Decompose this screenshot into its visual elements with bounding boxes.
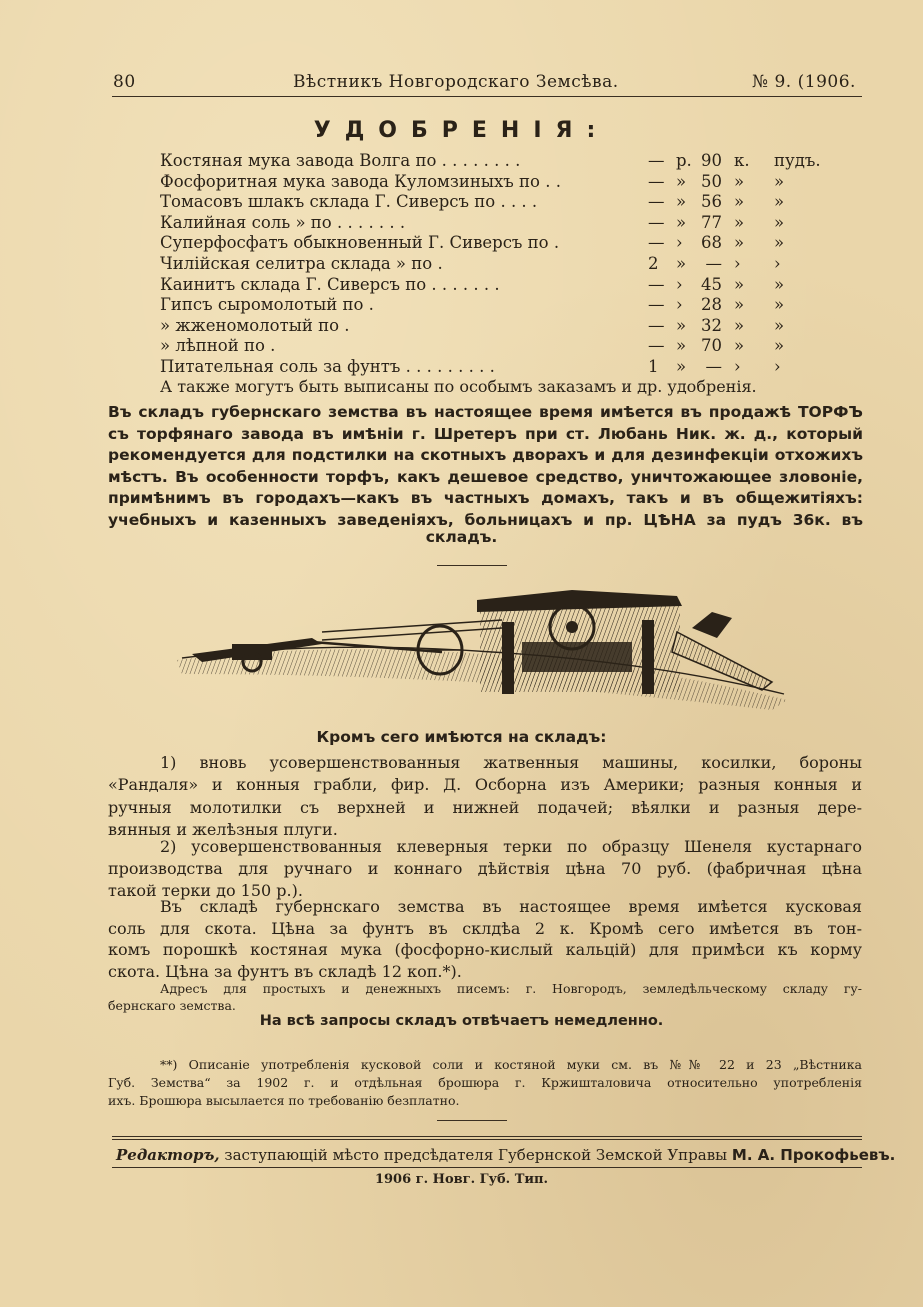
fertilizer-unit-c: » <box>774 171 785 191</box>
fertilizer-name: Калийная соль » по . . . . . . . <box>160 212 406 232</box>
fertilizer-unit-c: » <box>774 233 785 253</box>
peat-notice-line: рекомендуется для подстилки на скотныхъ дворахъ и для дезинфекціи отхожихъ <box>108 446 863 464</box>
fertilizer-unit-b: › <box>734 357 741 376</box>
peat-notice-line: мѣстъ. Въ особенности торфъ, какъ дешевое средство, уничтожающее зловоніе, <box>108 467 863 486</box>
fertilizer-price: 50 <box>701 171 722 191</box>
peat-notice-line: учебныхъ и казенныхъ заведеніяхъ, больницахъ и пр. ЦѢНА за пудъ 36к. въ <box>108 510 863 529</box>
fertilizer-dash: 1 <box>648 357 659 376</box>
header-rule <box>112 96 862 97</box>
fertilizer-price: 90 <box>701 151 722 170</box>
colophon-editor <box>116 1146 895 1164</box>
fertilizer-unit-b: » <box>734 171 745 191</box>
paragraph-line: Въ складѣ губернскаго земства въ настоящее время имѣется кусковая <box>160 897 862 916</box>
reply-note: На всѣ запросы складъ отвѣчаетъ немедленно. <box>259 1013 664 1029</box>
fertilizer-unit-c: » <box>774 336 785 356</box>
fertilizer-unit-b: » <box>734 336 745 356</box>
fertilizer-unit-c: » <box>774 295 785 315</box>
fertilizer-unit-c: » <box>774 315 785 335</box>
fertilizer-unit-a: » <box>676 212 687 232</box>
fertilizer-name: Фосфоритная мука завода Куломзиныхъ по . . <box>160 171 561 191</box>
fertilizer-price: 56 <box>701 192 722 212</box>
also-available-heading: Кромъ сего имѣются на складъ: <box>316 728 607 746</box>
fertilizer-dash: — <box>648 336 665 356</box>
address-line: Адресъ для простыхъ и денежныхъ писемъ: г. Новгородъ, земледѣльческому складу гу- <box>160 981 862 996</box>
fertilizer-unit-a: » <box>676 171 687 191</box>
fertilizer-unit-a: » <box>676 357 687 376</box>
peat-notice-line: съ торфянаго завода въ имѣніи г. Шретеръ при ст. Любань Ник. ж. д., который <box>108 424 863 443</box>
fertilizer-unit-b: » <box>734 233 745 253</box>
fertilizer-unit-a: » <box>676 254 687 273</box>
fertilizer-dash: — <box>648 315 665 335</box>
paragraph-line: вянныя и желѣзныя плуги. <box>108 819 338 839</box>
journal-title: Вѣстникъ Новгородскаго Земсѣва. <box>293 72 619 92</box>
fertilizer-unit-b: » <box>734 274 745 294</box>
fertilizer-unit-a: › <box>676 295 683 315</box>
fertilizer-price: 68 <box>701 233 722 253</box>
fertilizer-unit-a: » <box>676 315 687 335</box>
colophon-rule <box>112 1136 862 1137</box>
paragraph-line: «Рандаля» и конныя грабли, фир. Д. Осборна изъ Америки; разныя конныя и <box>108 775 862 795</box>
peat-notice-last: складъ. <box>425 528 498 546</box>
fertilizer-unit-a: » <box>676 192 687 212</box>
editor-text: заступающій мѣсто предсѣдателя Губернской Земской Управы <box>224 1146 728 1164</box>
fertilizer-unit-a: р. <box>676 151 692 170</box>
also-ordered-note: А также могутъ быть выписаны по особымъ заказамъ и др. удобренія. <box>160 377 757 396</box>
paragraph-line: такой терки до 150 р.). <box>108 881 303 900</box>
fertilizer-dash: 2 <box>648 254 659 273</box>
fertilizer-unit-c: » <box>774 274 785 294</box>
fertilizer-price: 45 <box>701 274 722 294</box>
paragraph-line: комъ порошкѣ костяная мука (фосфорно-кислый кальцій) для примѣси къ корму <box>108 940 862 959</box>
fertilizer-unit-c: » <box>774 212 785 232</box>
fertilizer-unit-b: к. <box>734 151 750 170</box>
fertilizer-name: Костяная мука завода Волга по . . . . . . . . <box>160 151 521 170</box>
fertilizer-unit-a: › <box>676 233 683 253</box>
peat-notice-line: примѣнимъ въ городахъ—какъ въ частныхъ домахъ, такъ и въ общежитіяхъ: <box>108 489 863 507</box>
fertilizer-price: — <box>705 254 722 273</box>
colophon-rule <box>112 1167 862 1168</box>
fertilizer-name: Томасовъ шлакъ склада Г. Сиверсъ по . . . . <box>160 192 538 212</box>
footnote-line: ихъ. Брошюра высылается по требованію безплатно. <box>108 1093 460 1108</box>
fertilizer-dash: — <box>648 274 665 294</box>
fertilizer-dash: — <box>648 212 665 232</box>
fertilizer-unit-b: » <box>734 192 745 212</box>
fertilizer-unit-a: › <box>676 274 683 294</box>
fertilizers-title: УДОБРЕНІЯ: <box>313 118 610 143</box>
threshing-machine-illustration <box>172 582 792 722</box>
fertilizer-price: 28 <box>701 295 722 315</box>
divider <box>437 1120 507 1121</box>
footnote-line: Губ. Земства“ за 1902 г. и отдѣльная брошюра г. Кржишталовича относительно употребленія <box>108 1075 862 1090</box>
fertilizer-price: 70 <box>701 336 722 356</box>
colophon-rule <box>112 1139 862 1140</box>
fertilizer-unit-c: › <box>774 357 781 376</box>
fertilizer-name: Гипсъ сыромолотый по . <box>160 295 374 315</box>
fertilizer-dash: — <box>648 171 665 191</box>
issue-number: № 9. (1906. <box>752 72 856 92</box>
address-line: бернскаго земства. <box>108 998 236 1013</box>
editor-label: Редакторъ, <box>116 1146 220 1164</box>
paragraph-line: ручныя молотилки съ верхней и нижней подачей; вѣялки и разныя дере- <box>108 797 862 817</box>
fertilizer-name: Питательная соль за фунтъ . . . . . . . . . <box>160 357 495 376</box>
fertilizer-dash: — <box>648 151 665 170</box>
peat-notice-line: Въ складъ губернскаго земства въ настоящее время имѣется въ продажѣ ТОРФЪ <box>108 403 863 421</box>
fertilizer-name: » лѣпной по . <box>160 336 276 356</box>
paragraph-line: производства для ручнаго и коннаго дѣйствія цѣна 70 руб. (фабричная цѣна <box>108 859 862 878</box>
paragraph-line: соль для скота. Цѣна за фунтъ въ склдѣа 2 к. Кромѣ сего имѣется въ тон- <box>108 918 862 938</box>
fertilizer-price: 32 <box>701 315 722 335</box>
divider <box>437 565 507 566</box>
fertilizer-unit-a: » <box>676 336 687 356</box>
press-line: 1906 г. Новг. Губ. Тип. <box>374 1172 549 1187</box>
paragraph-line: 2) усовершенствованныя клеверныя терки по образцу Шенеля кустарнаго <box>160 837 862 856</box>
editor-name: М. А. Прокофьевъ. <box>731 1146 896 1164</box>
fertilizer-unit-b: » <box>734 212 745 232</box>
fertilizer-unit-b: › <box>734 254 741 273</box>
fertilizer-unit-c: › <box>774 254 781 273</box>
fertilizer-name: Чилійская селитра склада » по . <box>160 254 443 273</box>
fertilizer-dash: — <box>648 295 665 315</box>
fertilizer-unit-c: пудъ. <box>774 151 821 170</box>
fertilizer-dash: — <box>648 233 665 253</box>
fertilizer-price: 77 <box>701 212 722 232</box>
fertilizer-name: » жженомолотый по . <box>160 315 350 335</box>
page-number: 80 <box>113 72 136 92</box>
fertilizer-unit-b: » <box>734 315 745 335</box>
paragraph-line: скота. Цѣна за фунтъ въ складѣ 12 коп.*). <box>108 961 462 981</box>
fertilizer-name: Каинитъ склада Г. Сиверсъ по . . . . . . . <box>160 274 500 294</box>
fertilizer-name: Суперфосфатъ обыкновенный Г. Сиверсъ по . <box>160 233 560 253</box>
fertilizer-dash: — <box>648 192 665 212</box>
fertilizer-unit-c: » <box>774 192 785 212</box>
fertilizer-unit-b: » <box>734 295 745 315</box>
fertilizer-price: — <box>705 357 722 376</box>
paragraph-line: 1) вновь усовершенствованныя жатвенныя машины, косилки, бороны <box>160 753 862 772</box>
footnote-line: **) Описаніе употребленія кусковой соли и костяной муки см. въ №№ 22 и 23 „Вѣстника <box>160 1057 862 1072</box>
